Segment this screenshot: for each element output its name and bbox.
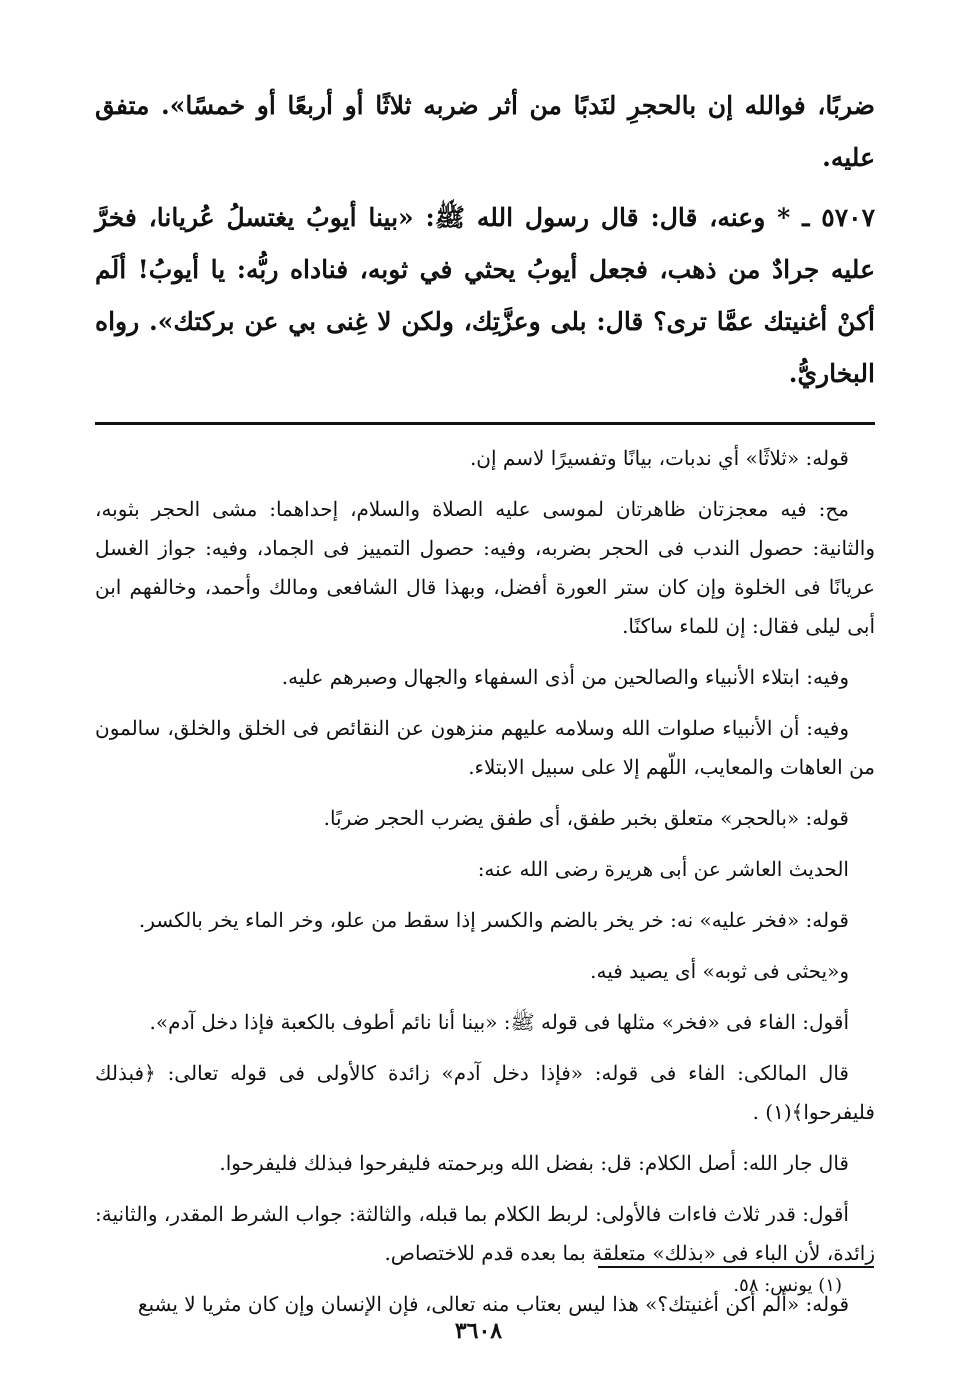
commentary-paragraph: قال المالكى: الفاء فى قوله: «فإذا دخل آدم» زائدة كالأولى فى قوله تعالى: ﴿فبذلك فليفرحوا﴾(١) . (95, 1061, 875, 1124)
commentary-paragraph: وفيه: أن الأنبياء صلوات الله وسلامه عليهم منزهون عن النقائص فى الخلق والخلق، سالمون من العاهات والمعايب، اللّهم إلا على سبيل الابتلاء. (95, 716, 875, 779)
commentary-paragraph: قوله: «بالحجر» متعلق بخبر طفق، أى طفق يضرب الحجر ضربًا. (323, 806, 849, 830)
footnote-divider (598, 1266, 874, 1268)
commentary-paragraph: أقول: قدر ثلاث فاءات فالأولى: لربط الكلام بما قبله، والثالثة: جواب الشرط المقدر، والثانية: زائدة، لأن الباء فى «بذلك» متعلقة بما بعده قدم للاختصاص. (95, 1202, 875, 1265)
page-number: ٣٦٠٨ (454, 1318, 503, 1344)
hadith-5707: ٥٧٠٧ ـ * وعنه، قال: قال رسول الله ﷺ: «بينا أيوبُ يغتسلُ عُريانا، فخرَّ عليه جرادٌ من ذهب، فجعل أيوبُ يحثي في ثوبه، فناداه ربُّه: يا أيوبُ! ألَم أكنْ أغنيتك عمَّا ترى؟ قال: بلى وعزَّتِك، ولكن لا غِنى بي عن بركتك». رواه البخاريُّ. (95, 203, 875, 388)
commentary-paragraph: قوله: «ثلاثًا» أي ندبات، بيانًا وتفسيرًا لاسم إن. (469, 446, 849, 470)
commentary-paragraph: مح: فيه معجزتان ظاهرتان لموسى عليه الصلاة والسلام، إحداهما: مشى الحجر بثوبه، والثانية: حصول الندب فى الحجر بضربه، وفيه: حصول التمييز فى الجماد، وفيه: جواز الغسل عريانًا فى الخلوة وإن كان ستر العورة أفضل، وبهذا قال الشافعى ومالك وأحمد، وخالفهم ابن أبى ليلى فقال: إن للماء ساكنًا. (95, 497, 875, 638)
commentary-paragraph: الحديث العاشر عن أبى هريرة رضى الله عنه: (477, 857, 849, 881)
hadith-continuation: ضربًا، فوالله إن بالحجرِ لنَدبًا من أثر ضربه ثلاثًا أو أربعًا أو خمسًا». متفق عليه. (95, 91, 875, 172)
commentary-paragraph: قوله: «فخر عليه» نه: خر يخر بالضم والكسر إذا سقط من علو، وخر الماء يخر بالكسر. (138, 908, 849, 932)
commentary-paragraph: أقول: الفاء فى «فخر» مثلها فى قوله ﷺ: «بينا أنا نائم أطوف بالكعبة فإذا دخل آدم». (149, 1010, 849, 1034)
commentary-paragraph: و«يحثى فى ثوبه» أى يصيد فيه. (590, 959, 849, 983)
page-body (95, 80, 875, 1336)
commentary-divider (95, 422, 875, 425)
hadith-text (95, 80, 875, 400)
commentary-paragraph: قال جار الله: أصل الكلام: قل: بفضل الله وبرحمته فليفرحوا فبذلك فليفرحوا. (219, 1151, 849, 1175)
commentary (95, 439, 875, 1324)
commentary-paragraph: وفيه: ابتلاء الأنبياء والصالحين من أذى السفهاء والجهال وصبرهم عليه. (281, 665, 849, 689)
commentary-paragraph: قوله: «ألم أكن أغنيتك؟» هذا ليس بعتاب منه تعالى، فإن الإنسان وإن كان مثريا لا يشبع (137, 1292, 849, 1316)
footnote: (١) يونس: ٥٨. (733, 1275, 842, 1296)
